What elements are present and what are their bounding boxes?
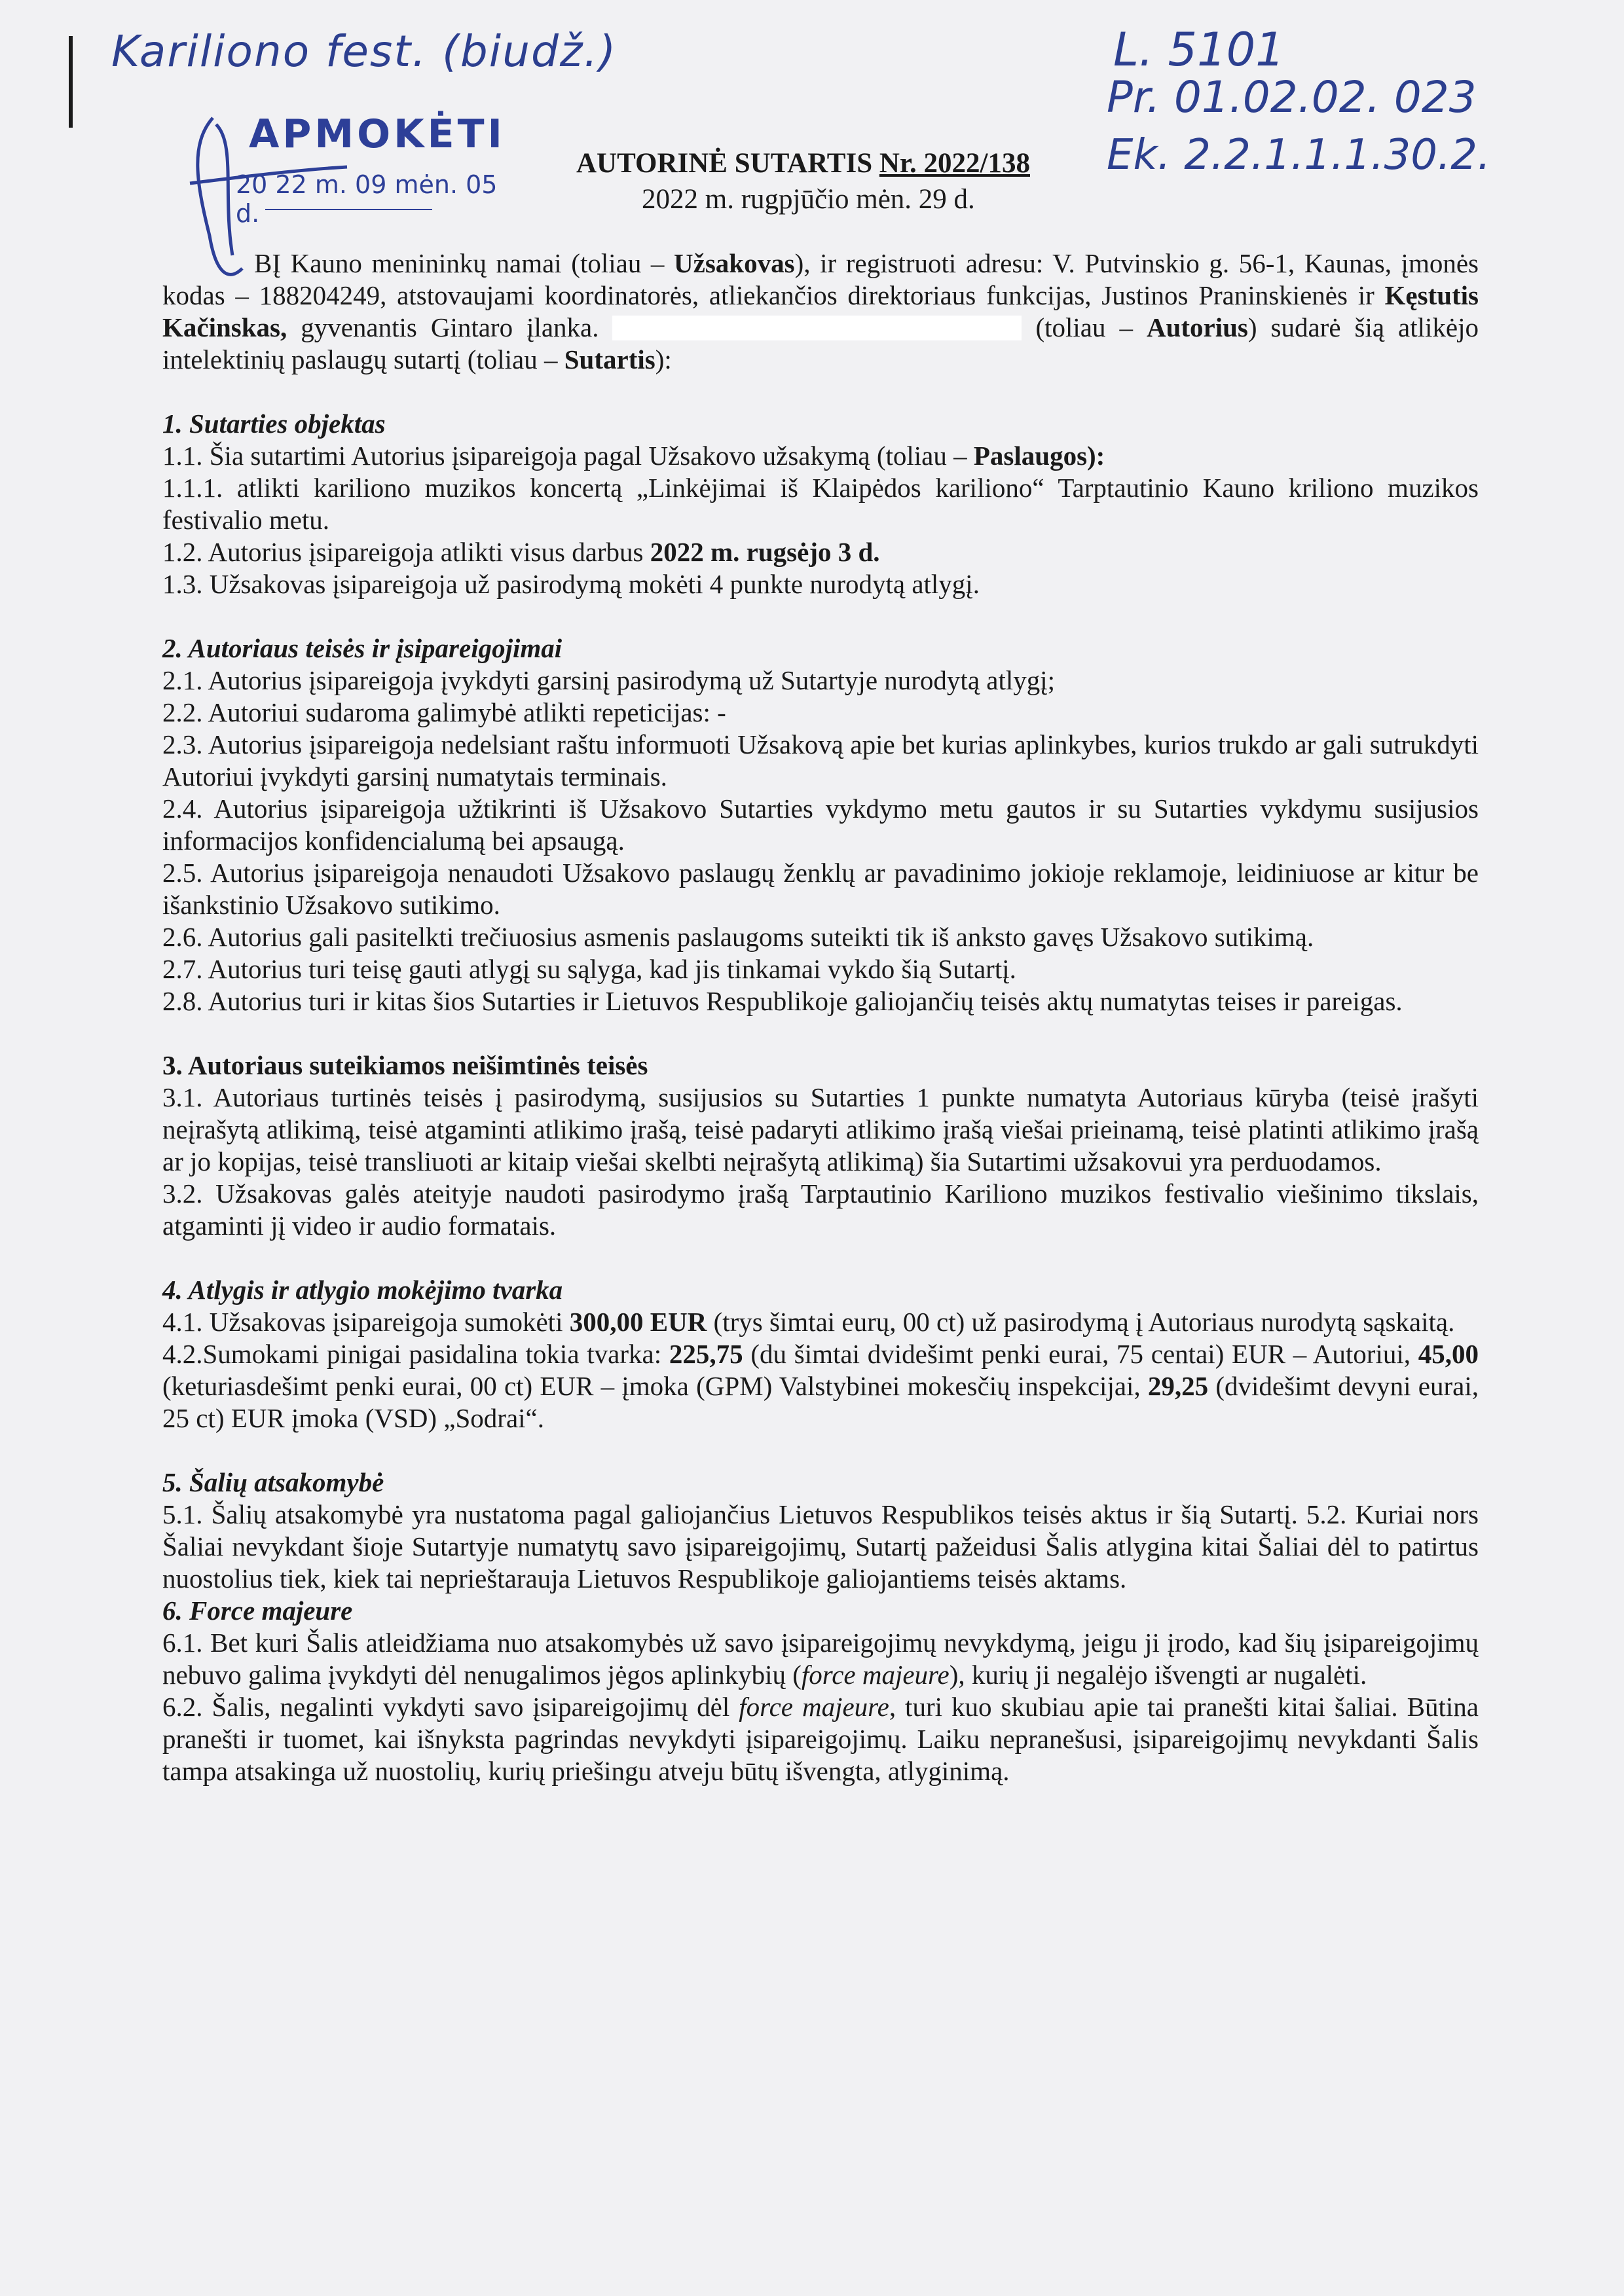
- clause-3-1: 3.1. Autoriaus turtinės teisės į pasirodymą, susijusios su Sutarties 1 punkte numatyta Autoriaus kūryba (teisė įrašyti neįrašytą atlikimą, teisė atgaminti atlikimo įrašą, teisė padaryti atlikimo įrašą viešai prieinamą, teisė platinti atlikimo įrašą ar jo kopijas, teisė transliuoti ar kitaip viešai skelbti neįrašytą atlikimą) šia Sutartimi užsakovui yra perduodamos.: [162, 1082, 1479, 1176]
- intro-text: ), ir registruoti adresu: V. Putvinskio g. 56-1, Kaunas, įmonės kodas – 188204249, atstovaujami koordinatorės, atliekančios direktoriaus funkcijas, Justinos Praninskienės ir: [162, 248, 1479, 310]
- section-2-title: 2. Autoriaus teisės ir įsipareigojimai: [162, 633, 563, 663]
- clause-bold: 2022 m. rugsėjo 3 d.: [650, 537, 880, 567]
- clause-4-1: [162, 1306, 1479, 1338]
- clause-italic: force majeure: [739, 1692, 889, 1722]
- clause-bold: 45,00: [1418, 1339, 1479, 1369]
- contract-body: [162, 247, 1479, 1787]
- intro-text: ) sudarė šią atlikėjo intelektinių paslaugų sutartį (toliau –: [162, 312, 1479, 374]
- handwritten-note: Kariliono fest. (biudž.): [111, 26, 618, 77]
- intro-text: BĮ Kauno menininkų namai (toliau –: [254, 248, 674, 278]
- section-3-title: 3. Autoriaus suteikiamos neišimtinės teisės: [162, 1050, 648, 1080]
- clause-text: ), kurių ji negalėjo išvengti ar nugalėti.: [949, 1660, 1367, 1690]
- clause-text: 1.1. Šia sutartimi Autorius įsipareigoja pagal Užsakovo užsakymą (toliau –: [162, 441, 974, 471]
- stamp-label: APMOKĖTI: [249, 111, 506, 157]
- intro-bold: Kęstutis Kačinskas,: [162, 280, 1479, 342]
- margin-mark: [69, 36, 73, 128]
- clause-2-6: 2.6. Autorius gali pasitelkti trečiuosius asmenis paslaugoms suteikti tik iš anksto gavęs Užsakovo sutikimą.: [162, 922, 1314, 952]
- clause-text: 6.2. Šalis, negalinti vykdyti savo įsipareigojimų dėl: [162, 1692, 739, 1722]
- clause-bold: 29,25: [1147, 1371, 1209, 1401]
- title-text: AUTORINĖ SUTARTIS: [576, 148, 873, 179]
- clause-text: 4.1. Užsakovas įsipareigoja sumokėti: [162, 1307, 570, 1337]
- clause-text: 4.2.Sumokami pinigai pasidalina tokia tvarka:: [162, 1339, 669, 1369]
- section-6-title: 6. Force majeure: [162, 1595, 353, 1626]
- clause-bold: 300,00 EUR: [569, 1307, 707, 1337]
- redacted-area: [612, 316, 1022, 340]
- clause-1-2: [162, 536, 1479, 568]
- contract-number: Nr. 2022/138: [879, 148, 1030, 179]
- intro-text: ):: [655, 344, 672, 374]
- clause-text: (dvidešimt devyni eurai, 25 ct) EUR įmoka (VSD) „Sodrai“.: [162, 1371, 1479, 1433]
- clause-6-2: [162, 1691, 1479, 1787]
- clause-bold: Paslaugos):: [973, 441, 1105, 471]
- intro-text: gyvenantis Gintaro įlanka.: [287, 312, 613, 342]
- clause-text: , turi kuo skubiau apie tai pranešti kitai šaliai. Būtina pranešti ir tuomet, kai išnyksta pagrindas nevykdyti įsipareigojimų. Laiku nepranešusi, įsipareigojimų nevykdanti Šalis tampa atsakinga už nuostolių, kurių priešingu atveju būtų išvengta, atlyginimą.: [162, 1692, 1479, 1786]
- clause-2-8: 2.8. Autorius turi ir kitas šios Sutarties ir Lietuvos Respublikoje galiojančių teisės aktų numatytas teises ir pareigas.: [162, 986, 1403, 1016]
- handwritten-ref-3: Ek. 2.2.1.1.1.30.2.: [1107, 131, 1491, 179]
- handwritten-ref-2: Pr. 01.02.02. 023: [1107, 72, 1477, 122]
- clause-text: (trys šimtai eurų, 00 ct) už pasirodymą į Autoriaus nurodytą sąskaitą.: [707, 1307, 1455, 1337]
- clause-text: 6.1. Bet kuri Šalis atleidžiama nuo atsakomybės už savo įsipareigojimų nevykdymą, jeigu ji įrodo, kad šių įsipareigojimų nebuvo galima įvykdyti dėl nenugalimos jėgos aplinkybių (: [162, 1628, 1479, 1690]
- contract-date: 2022 m. rugpjūčio mėn. 29 d.: [642, 184, 975, 215]
- clause-2-5: 2.5. Autorius įsipareigoja nenaudoti Užsakovo paslaugų ženklų ar pavadinimo jokioje reklamoje, leidiniuose ar kitur be išankstinio Užsakovo sutikimo.: [162, 858, 1479, 920]
- clause-2-7: 2.7. Autorius turi teisę gauti atlygį su sąlyga, kad jis tinkamai vykdo šią Sutartį.: [162, 954, 1016, 984]
- clause-2-2: 2.2. Autoriui sudaroma galimybė atlikti repeticijas: -: [162, 697, 726, 727]
- clause-1-1-1: 1.1.1. atlikti kariliono muzikos koncertą „Linkėjimai iš Klaipėdos kariliono“ Tarptautinio Kauno kriliono muzikos festivalio metu.: [162, 473, 1479, 535]
- contract-title: [576, 147, 1030, 179]
- clause-text: (du šimtai dvidešimt penki eurai, 75 centai) EUR – Autoriui,: [743, 1339, 1418, 1369]
- clause-1-1: [162, 440, 1479, 472]
- intro-text: (toliau –: [1022, 312, 1147, 342]
- clause-3-2: 3.2. Užsakovas galės ateityje naudoti pasirodymo įrašą Tarptautinio Kariliono muzikos festivalio viešinimo tikslais, atgaminti jį video ir audio formatais.: [162, 1178, 1479, 1241]
- section-5-title: 5. Šalių atsakomybė: [162, 1467, 384, 1497]
- payment-stamp: [151, 105, 517, 228]
- clause-5-1: 5.1. Šalių atsakomybė yra nustatoma pagal galiojančius Lietuvos Respublikos teisės aktus ir šią Sutartį. 5.2. Kuriai nors Šaliai nevykdant šioje Sutartyje numatytų savo įsipareigojimų, Sutartį pažeidusi Šalis atlygina kitai Šaliai dėl to patirtus nuostolius tiek, kiek tai neprieštarauja Lietuvos Respublikoje galiojantiems teisės aktams.: [162, 1499, 1479, 1594]
- clause-italic: force majeure: [801, 1660, 950, 1690]
- handwritten-ref-1: L. 5101: [1113, 23, 1285, 77]
- clause-bold: 225,75: [669, 1339, 743, 1369]
- clause-text: (keturiasdešimt penki eurai, 00 ct) EUR – įmoka (GPM) Valstybinei mokesčių inspekcijai,: [162, 1371, 1148, 1401]
- clause-6-1: [162, 1627, 1479, 1691]
- section-4-title: 4. Atlygis ir atlygio mokėjimo tvarka: [162, 1275, 563, 1305]
- clause-text: 1.2. Autorius įsipareigoja atlikti visus darbus: [162, 537, 650, 567]
- clause-2-4: 2.4. Autorius įsipareigoja užtikrinti iš Užsakovo Sutarties vykdymo metu gautos ir su Sutarties vykdymu susijusios informacijos konfidencialumą bei apsaugą.: [162, 793, 1479, 856]
- intro-paragraph: [162, 247, 1479, 376]
- intro-bold: Autorius: [1146, 312, 1248, 342]
- intro-bold: Užsakovas: [674, 248, 795, 278]
- section-1-title: 1. Sutarties objektas: [162, 409, 386, 439]
- stamp-date: 20 22 m. 09 mėn. 05 d.: [236, 170, 498, 228]
- clause-2-3: 2.3. Autorius įsipareigoja nedelsiant raštu informuoti Užsakovą apie bet kurias aplinkybes, kurios trukdo ar gali sutrukdyti Autoriui įvykdyti garsinį numatytais terminais.: [162, 729, 1479, 792]
- intro-bold: Sutartis: [564, 344, 655, 374]
- clause-1-3: 1.3. Užsakovas įsipareigoja už pasirodymą mokėti 4 punkte nurodytą atlygį.: [162, 569, 980, 599]
- clause-4-2: [162, 1338, 1479, 1434]
- clause-2-1: 2.1. Autorius įsipareigoja įvykdyti garsinį pasirodymą už Sutartyje nurodytą atlygį;: [162, 665, 1056, 695]
